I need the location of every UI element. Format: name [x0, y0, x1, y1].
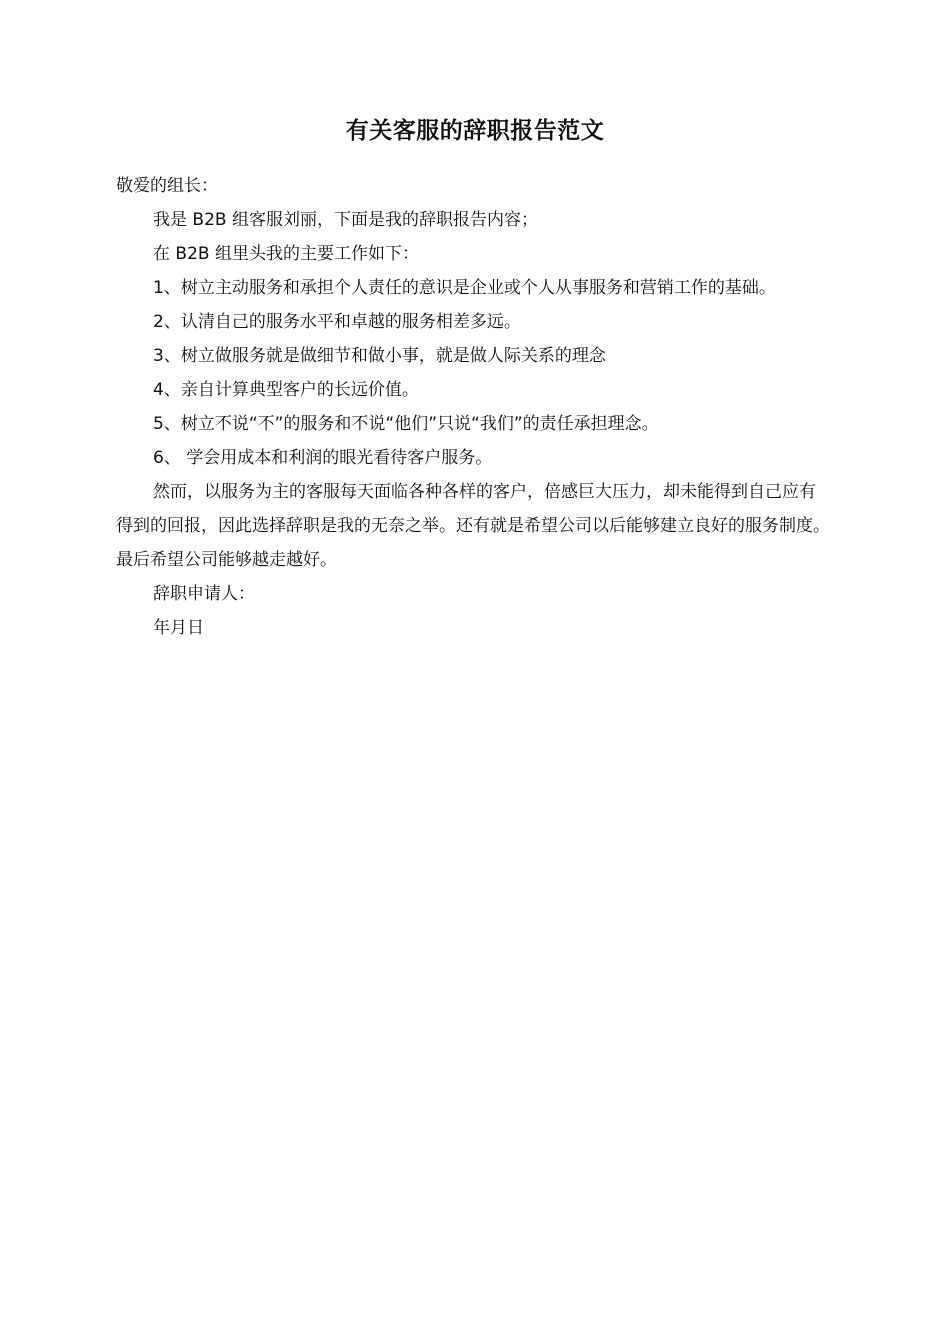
applicant-line: 辞职申请人：	[153, 584, 255, 604]
work-item-3: 3、树立做服务就是做细节和做小事，就是做人际关系的理念	[153, 346, 606, 366]
closing-paragraph: 然而，以服务为主的客服每天面临各种各样的客户，倍感巨大压力，却未能得到自己应有得到的回报，因此选择辞职是我的无奈之举。还有就是希望公司以后能够建立良好的服务制度。最后希望公司能够越走越好。	[116, 482, 830, 570]
document-title: 有关客服的辞职报告范文	[345, 118, 605, 144]
work-intro-line: 在 B2B 组里头我的主要工作如下：	[153, 244, 419, 264]
work-item-2: 2、认清自己的服务水平和卓越的服务相差多远。	[153, 312, 521, 332]
date-line: 年月日	[153, 618, 204, 638]
intro-line: 我是 B2B 组客服刘丽，下面是我的辞职报告内容；	[153, 210, 538, 230]
work-item-5: 5、树立不说“不”的服务和不说“他们”只说“我们”的责任承担理念。	[153, 414, 659, 434]
document-body	[116, 169, 846, 645]
work-item-4: 4、亲自计算典型客户的长远价值。	[153, 380, 419, 400]
work-item-1: 1、树立主动服务和承担个人责任的意识是企业或个人从事服务和营销工作的基础。	[153, 278, 776, 298]
work-item-6: 6、 学会用成本和利润的眼光看待客户服务。	[153, 448, 493, 468]
salutation: 敬爱的组长：	[116, 176, 218, 196]
